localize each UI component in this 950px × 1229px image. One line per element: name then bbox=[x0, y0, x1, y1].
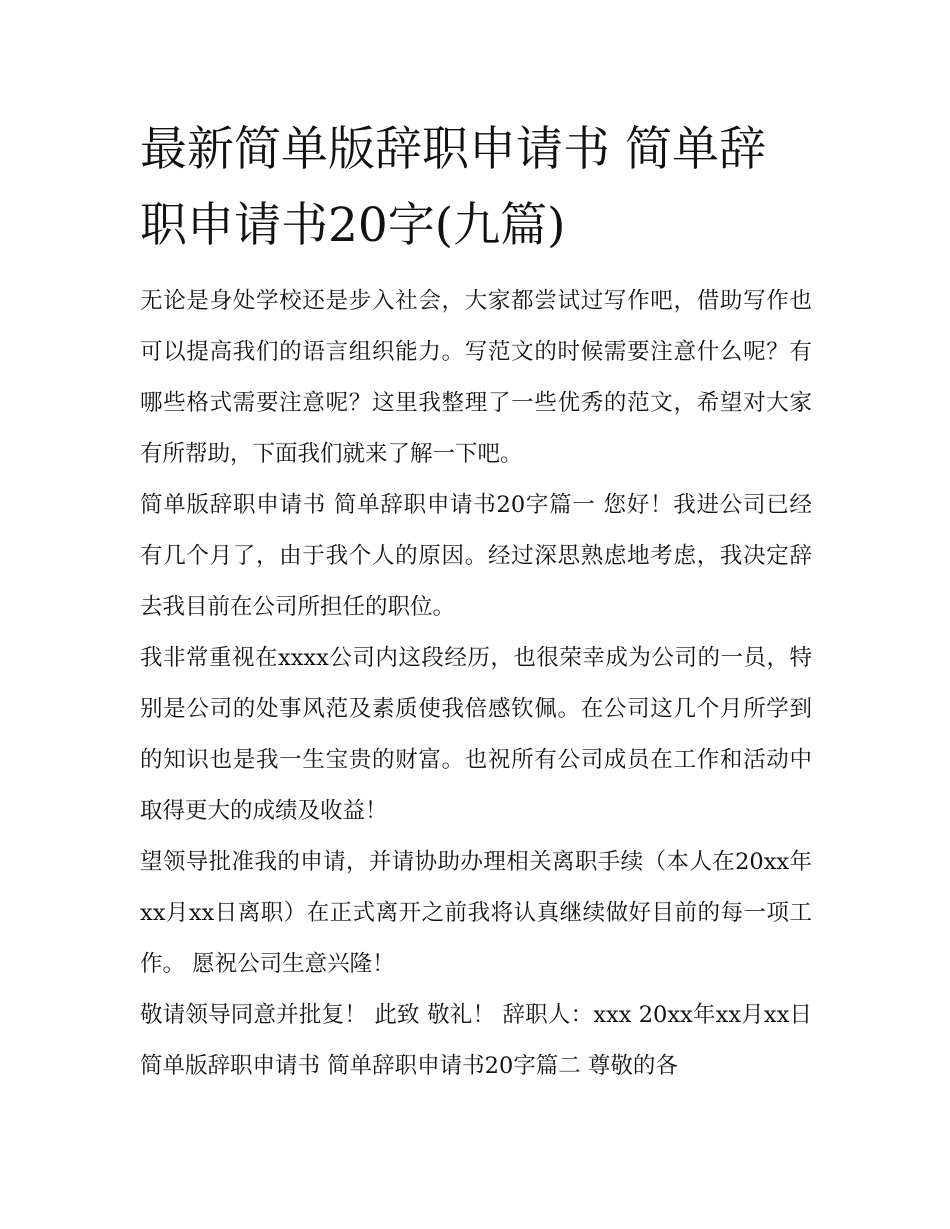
paragraph-3: 望领导批准我的申请，并请协助办理相关离职手续（本人在20xx年xx月xx日离职）在正式离开之前我将认真继续做好目前的每一项工作。 愿祝公司生意兴隆！ bbox=[140, 849, 812, 977]
document-page bbox=[140, 112, 812, 1092]
paragraph-intro: 无论是身处学校还是步入社会，大家都尝试过写作吧，借助写作也可以提高我们的语言组织能力。写范文的时候需要注意什么呢？有哪些格式需要注意呢？这里我整理了一些优秀的范文，希望对大家有所帮助，下面我们就来了解一下吧。 bbox=[140, 288, 812, 467]
paragraph-2: 我非常重视在xxxx公司内这段经历，也很荣幸成为公司的一员，特别是公司的处事风范及素质使我倍感钦佩。在公司这几个月所学到的知识也是我一生宝贵的财富。也祝所有公司成员在工作和活动中取得更大的成绩及收益！ bbox=[140, 645, 812, 824]
paragraph-4: 敬请领导同意并批复！ 此致 敬礼！ 辞职人：xxx 20xx年xx月xx日 简单版辞职申请书 简单辞职申请书20字篇二 尊敬的各 bbox=[140, 1002, 812, 1079]
paragraph-1: 简单版辞职申请书 简单辞职申请书20字篇一 您好！我进公司已经有几个月了，由于我个人的原因。经过深思熟虑地考虑，我决定辞去我目前在公司所担任的职位。 bbox=[140, 492, 812, 620]
document-title: 最新简单版辞职申请书 简单辞职申请书20字(九篇) bbox=[140, 122, 766, 253]
